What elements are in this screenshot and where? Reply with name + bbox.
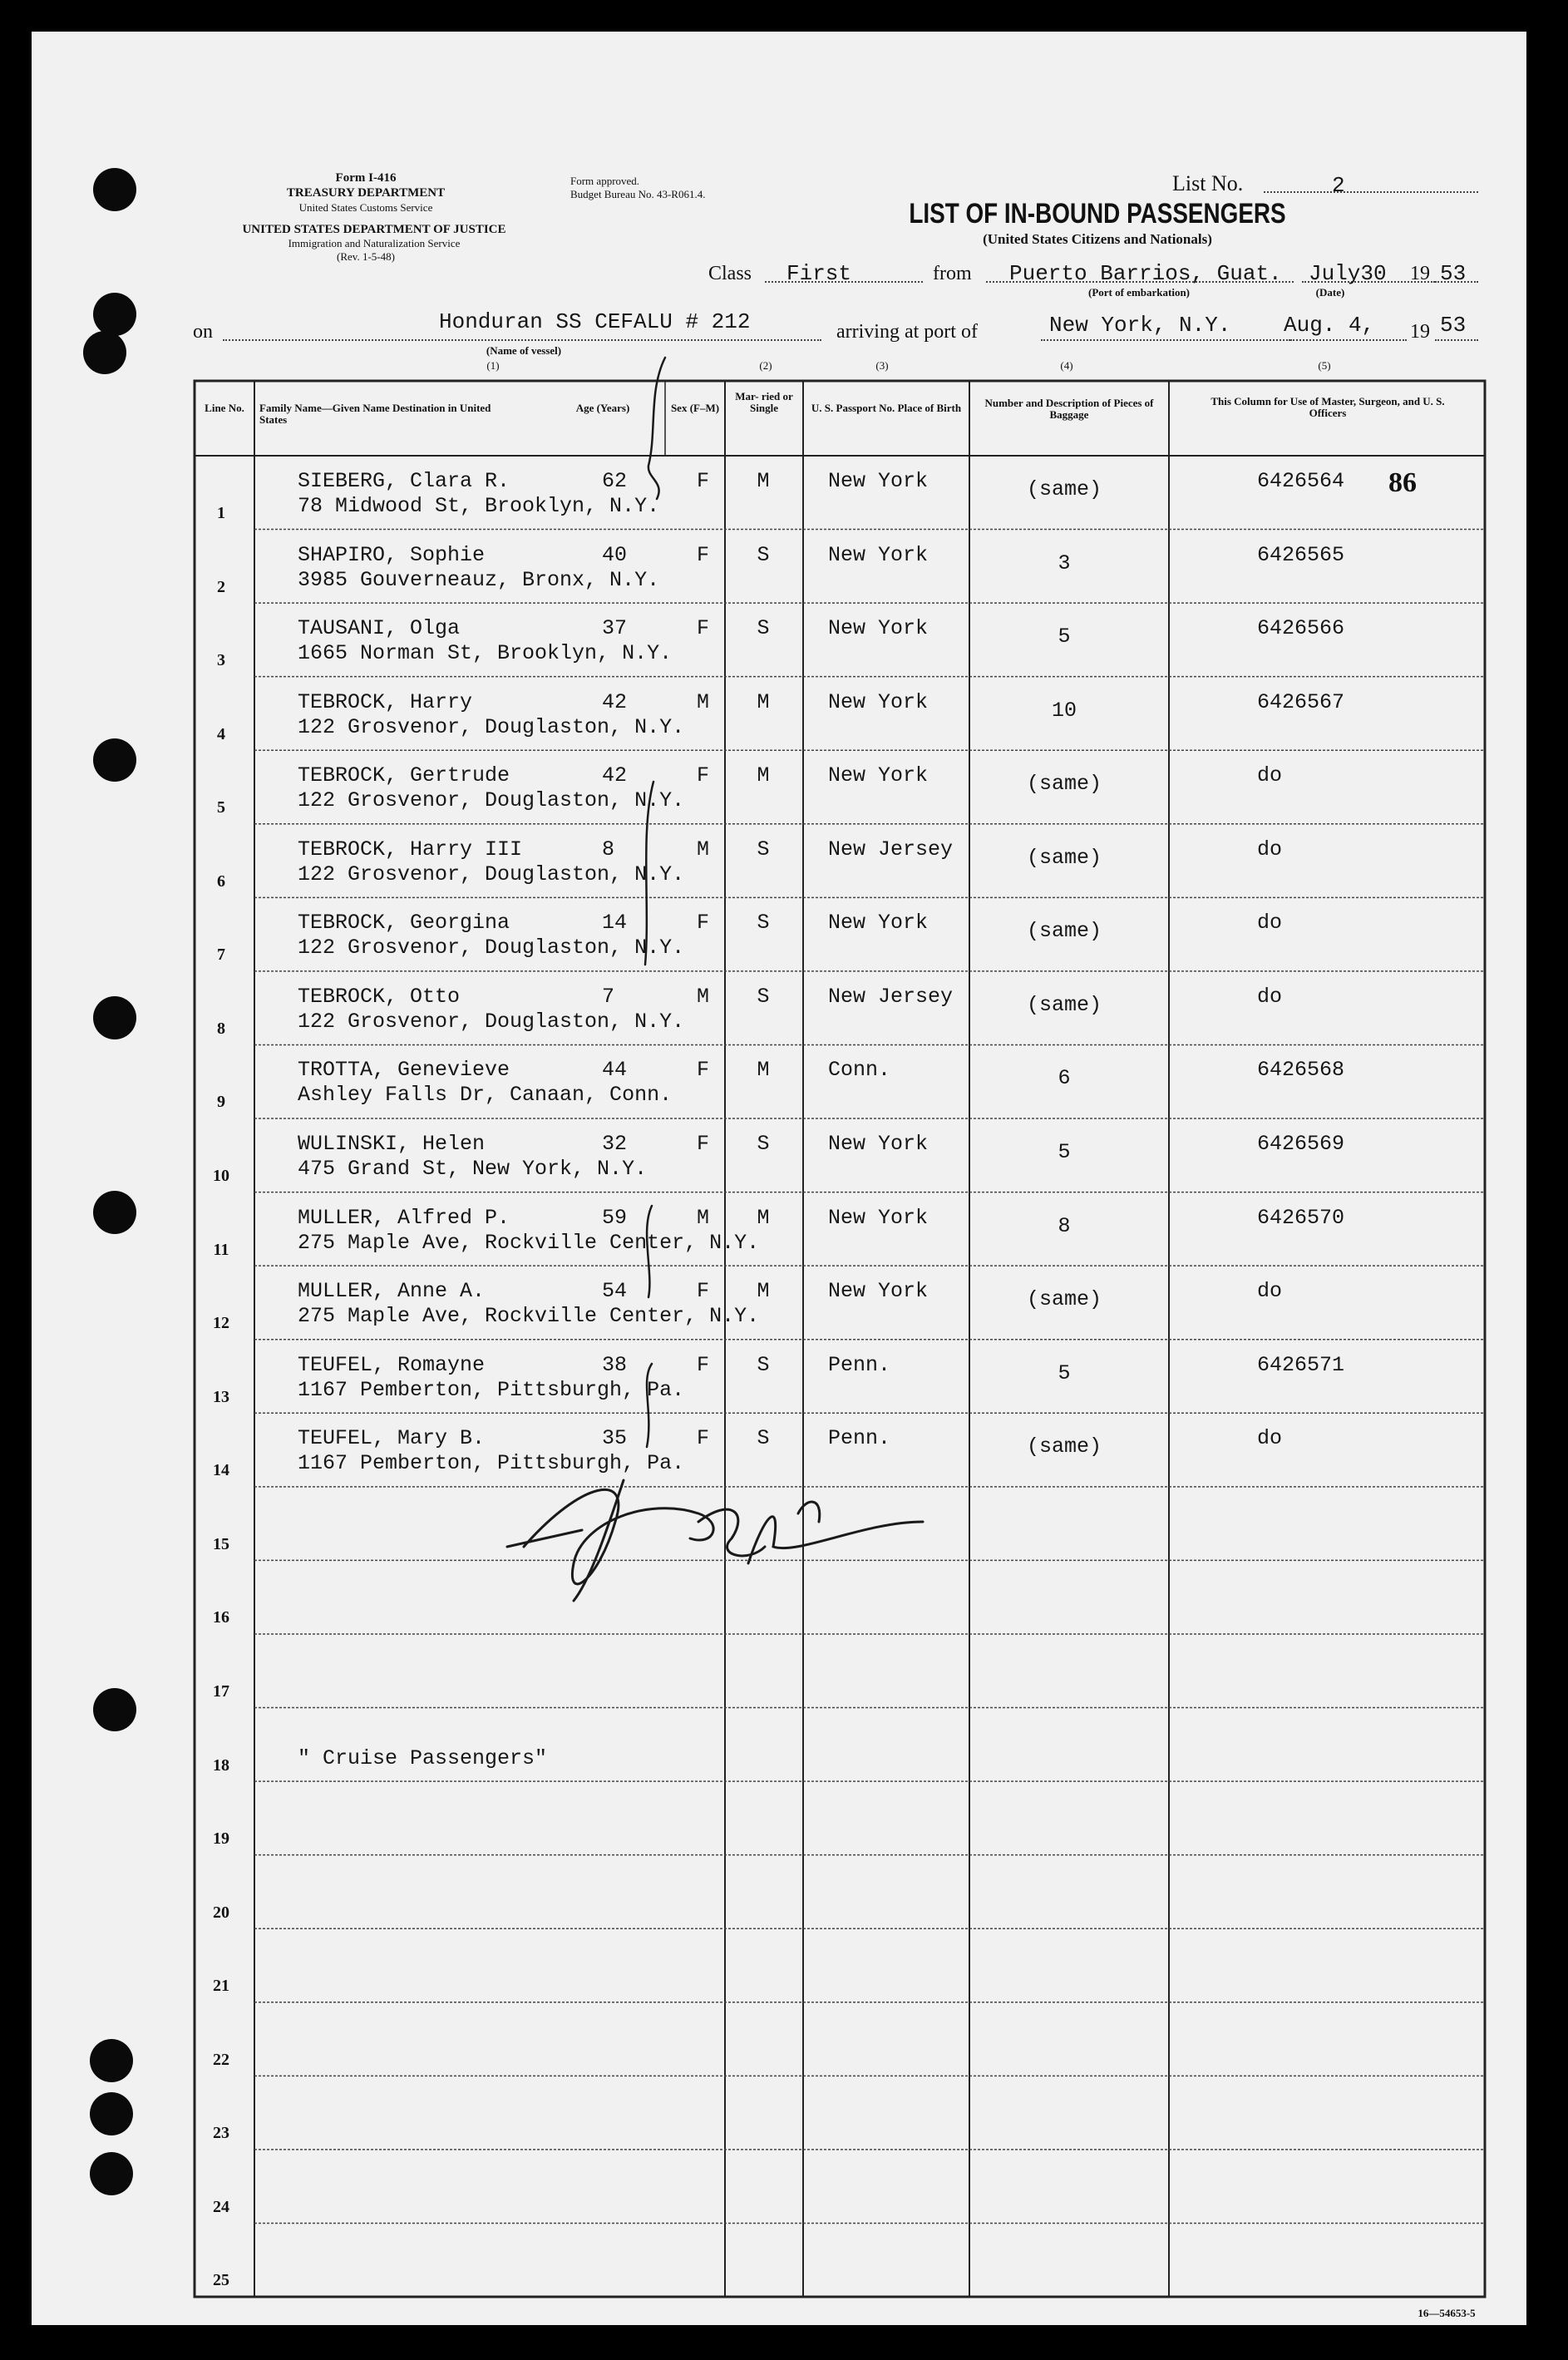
passenger-name: TAUSANI, Olga [298,616,461,641]
page-mark: 86 [1388,467,1417,498]
line-number: 1 [217,504,225,522]
revision: (Rev. 1-5-48) [337,250,395,263]
line-number: 9 [217,1093,225,1112]
passenger-age: 38 [602,1352,628,1377]
line-number: 4 [217,724,225,743]
officer-number: 6426570 [1257,1205,1345,1230]
passenger-address: 122 Grosvenor, Douglaston, N.Y. [298,788,685,813]
baggage: 5 [1058,625,1071,649]
col-header-baggage: Number and Description of Pieces of Baggage [984,397,1154,421]
baggage: 8 [1058,1213,1071,1238]
marital-status: M [757,1058,770,1083]
officer-number: do [1257,763,1283,788]
passenger-address: 275 Maple Ave, Rockville Center, N.Y. [298,1230,760,1255]
passenger-sex: M [697,1205,710,1230]
arrival-year-prefix: 19 [1410,321,1430,343]
class-value: First [786,261,852,286]
from-label: from [933,263,972,284]
officer-number: do [1257,911,1283,936]
baggage: (same) [1026,845,1102,870]
marital-status: S [757,1426,770,1451]
date-year-prefix: 19 [1410,263,1430,284]
passenger-name: SHAPIRO, Sophie [298,542,486,567]
passenger-sex: F [697,469,710,493]
passenger-sex: F [697,1426,710,1451]
treasury-dept: TREASURY DEPARTMENT [286,186,446,200]
baggage: 10 [1051,698,1077,723]
passenger-name: TROTTA, Genevieve [298,1058,510,1083]
line-number: 25 [213,2271,229,2290]
col-header-line-no: Line No. [205,402,244,414]
ins-service: Immigration and Naturalization Service [288,237,461,249]
line-number: 2 [217,577,225,596]
place-of-birth: New York [828,763,929,788]
marital-status: M [757,1279,770,1304]
passenger-age: 37 [602,616,628,641]
arrival-year: 53 [1440,313,1467,338]
baggage: (same) [1026,772,1102,797]
passenger-sex: F [697,542,710,567]
budget-bureau: Budget Bureau No. 43-R061.4. [570,188,706,200]
passenger-name: MULLER, Alfred P. [298,1205,510,1230]
passenger-age: 62 [602,469,628,493]
marital-status: M [757,1205,770,1230]
col-header-married: Mar- ried or Single [735,390,793,414]
col-header-name: Family Name—Given Name Destination in United States [259,402,491,426]
customs-service: United States Customs Service [298,201,433,214]
line-number: 21 [213,1977,229,1996]
place-of-birth: New York [828,1205,929,1230]
place-of-birth: Penn. [828,1426,891,1451]
col-num-2: (2) [759,359,772,372]
passenger-address: 1167 Pemberton, Pittsburgh, Pa. [298,1377,685,1402]
passenger-age: 42 [602,689,628,714]
passenger-age: 40 [602,542,628,567]
passenger-address: 1167 Pemberton, Pittsburgh, Pa. [298,1451,685,1476]
passenger-address: 122 Grosvenor, Douglaston, N.Y. [298,1009,685,1034]
col-header-passport: U. S. Passport No. Place of Birth [811,402,962,414]
justice-dept: UNITED STATES DEPARTMENT OF JUSTICE [242,223,506,236]
line-number: 15 [213,1534,229,1553]
col-header-sex: Sex (F–M) [670,402,720,414]
col-num-1: (1) [486,359,500,372]
passenger-address: 78 Midwood St, Brooklyn, N.Y. [298,494,660,518]
departure-date: July30 [1309,261,1387,286]
form-title: LIST OF IN-BOUND PASSENGERS [909,198,1286,230]
passenger-name: TEUFEL, Mary B. [298,1426,486,1451]
baggage: (same) [1026,477,1102,501]
line-number: 17 [213,1681,229,1701]
vessel-caption: (Name of vessel) [486,344,562,357]
marital-status: S [757,542,770,567]
line-number: 7 [217,945,225,965]
line-number: 22 [213,2050,229,2069]
passenger-sex: F [697,1132,710,1157]
on-label: on [193,321,213,343]
officer-number: do [1257,984,1283,1009]
place-of-birth: Conn. [828,1058,891,1083]
col-header-officers: This Column for Use of Master, Surgeon, and U. S. Officers [1211,395,1445,419]
place-of-birth: New York [828,1279,929,1304]
passenger-age: 14 [602,911,628,936]
passenger-sex: F [697,911,710,936]
line-number: 16 [213,1608,229,1627]
place-of-birth: New Jersey [828,837,954,862]
form-approved: Form approved. [570,175,640,187]
arrival-date: Aug. 4, [1284,313,1375,338]
place-of-birth: New York [828,616,929,641]
line-number: 13 [213,1387,229,1406]
baggage: 5 [1058,1360,1071,1385]
form-subtitle: (United States Citizens and Nationals) [983,231,1212,247]
vessel-name: Honduran SS CEFALU # 212 [439,309,751,334]
marital-status: S [757,911,770,936]
passenger-age: 7 [602,984,615,1009]
line-number: 23 [213,2124,229,2143]
marital-status: S [757,837,770,862]
marital-status: M [757,469,770,493]
officer-number: 6426566 [1257,616,1345,641]
date-caption: (Date) [1315,286,1345,299]
passenger-address: 122 Grosvenor, Douglaston, N.Y. [298,862,685,886]
passenger-sex: M [697,689,710,714]
officer-number: 6426567 [1257,689,1345,714]
passenger-name: MULLER, Anne A. [298,1279,486,1304]
baggage: (same) [1026,1434,1102,1459]
officer-number: do [1257,1279,1283,1304]
officer-number: do [1257,1426,1283,1451]
passenger-sex: F [697,1352,710,1377]
passenger-address: 275 Maple Ave, Rockville Center, N.Y. [298,1304,760,1329]
arrival-port: New York, N.Y. [1049,313,1231,338]
class-label: Class [708,263,752,284]
col-num-4: (4) [1060,359,1073,372]
passenger-age: 54 [602,1279,628,1304]
baggage: 3 [1058,551,1071,575]
passenger-age: 32 [602,1132,628,1157]
passenger-address: 475 Grand St, New York, N.Y. [298,1157,648,1182]
passenger-name: TEBROCK, Otto [298,984,461,1009]
place-of-birth: New York [828,469,929,493]
passenger-age: 44 [602,1058,628,1083]
marital-status: S [757,984,770,1009]
passenger-name: TEBROCK, Harry [298,689,473,714]
passenger-name: TEBROCK, Gertrude [298,763,510,788]
line-number: 20 [213,1903,229,1922]
line-number: 24 [213,2197,229,2216]
col-num-5: (5) [1318,359,1331,372]
marital-status: S [757,1352,770,1377]
footer-code: 16—54653-5 [1418,2307,1476,2319]
line-number: 6 [217,871,225,891]
passenger-sex: F [697,1279,710,1304]
place-of-birth: New Jersey [828,984,954,1009]
marital-status: M [757,763,770,788]
passenger-name: TEBROCK, Harry III [298,837,523,862]
passenger-name: WULINSKI, Helen [298,1132,486,1157]
passenger-age: 42 [602,763,628,788]
line-number: 5 [217,798,225,817]
row-note: " Cruise Passengers" [298,1745,548,1770]
col-header-age: Age (Years) [575,402,630,414]
marital-status: S [757,616,770,641]
place-of-birth: New York [828,911,929,936]
place-of-birth: Penn. [828,1352,891,1377]
passenger-sex: M [697,984,710,1009]
line-number: 8 [217,1019,225,1038]
port-caption: (Port of embarkation) [1087,286,1191,299]
officer-number: 6426565 [1257,542,1345,567]
passenger-name: TEBROCK, Georgina [298,911,510,936]
arriving-label: arriving at port of [836,321,978,343]
officer-number: 6426569 [1257,1132,1345,1157]
place-of-birth: New York [828,1132,929,1157]
place-of-birth: New York [828,542,929,567]
line-number: 18 [213,1755,229,1775]
baggage: (same) [1026,919,1102,944]
col-num-3: (3) [875,359,889,372]
passenger-age: 8 [602,837,615,862]
baggage: 5 [1058,1140,1071,1165]
marital-status: S [757,1132,770,1157]
passenger-age: 35 [602,1426,628,1451]
line-number: 3 [217,651,225,670]
passenger-sex: M [697,837,710,862]
passenger-name: TEUFEL, Romayne [298,1352,486,1377]
baggage: 6 [1058,1066,1071,1091]
passenger-address: 122 Grosvenor, Douglaston, N.Y. [298,936,685,960]
officer-number: do [1257,837,1283,862]
passenger-address: 122 Grosvenor, Douglaston, N.Y. [298,714,685,739]
form-number: Form I-416 [335,171,397,185]
passenger-address: Ashley Falls Dr, Canaan, Conn. [298,1083,673,1108]
officer-number: 6426571 [1257,1352,1345,1377]
baggage: (same) [1026,992,1102,1017]
place-of-birth: New York [828,689,929,714]
passenger-sex: F [697,1058,710,1083]
line-number: 14 [213,1461,229,1480]
passenger-address: 1665 Norman St, Brooklyn, N.Y. [298,641,673,666]
list-no-value: 2 [1332,173,1345,198]
departure-year: 53 [1440,261,1467,286]
passenger-address: 3985 Gouverneauz, Bronx, N.Y. [298,567,660,592]
passenger-age: 59 [602,1205,628,1230]
passenger-sex: F [697,616,710,641]
baggage: (same) [1026,1287,1102,1312]
line-number: 12 [213,1314,229,1333]
marital-status: M [757,689,770,714]
embarkation-port: Puerto Barrios, Guat. [1009,261,1282,286]
line-number: 11 [213,1240,229,1259]
passenger-name: SIEBERG, Clara R. [298,469,510,493]
officer-number: 6426568 [1257,1058,1345,1083]
passenger-sex: F [697,763,710,788]
line-number: 19 [213,1829,229,1849]
list-no-label: List No. [1172,171,1244,195]
officer-number: 6426564 [1257,469,1345,493]
line-number: 10 [213,1167,229,1186]
